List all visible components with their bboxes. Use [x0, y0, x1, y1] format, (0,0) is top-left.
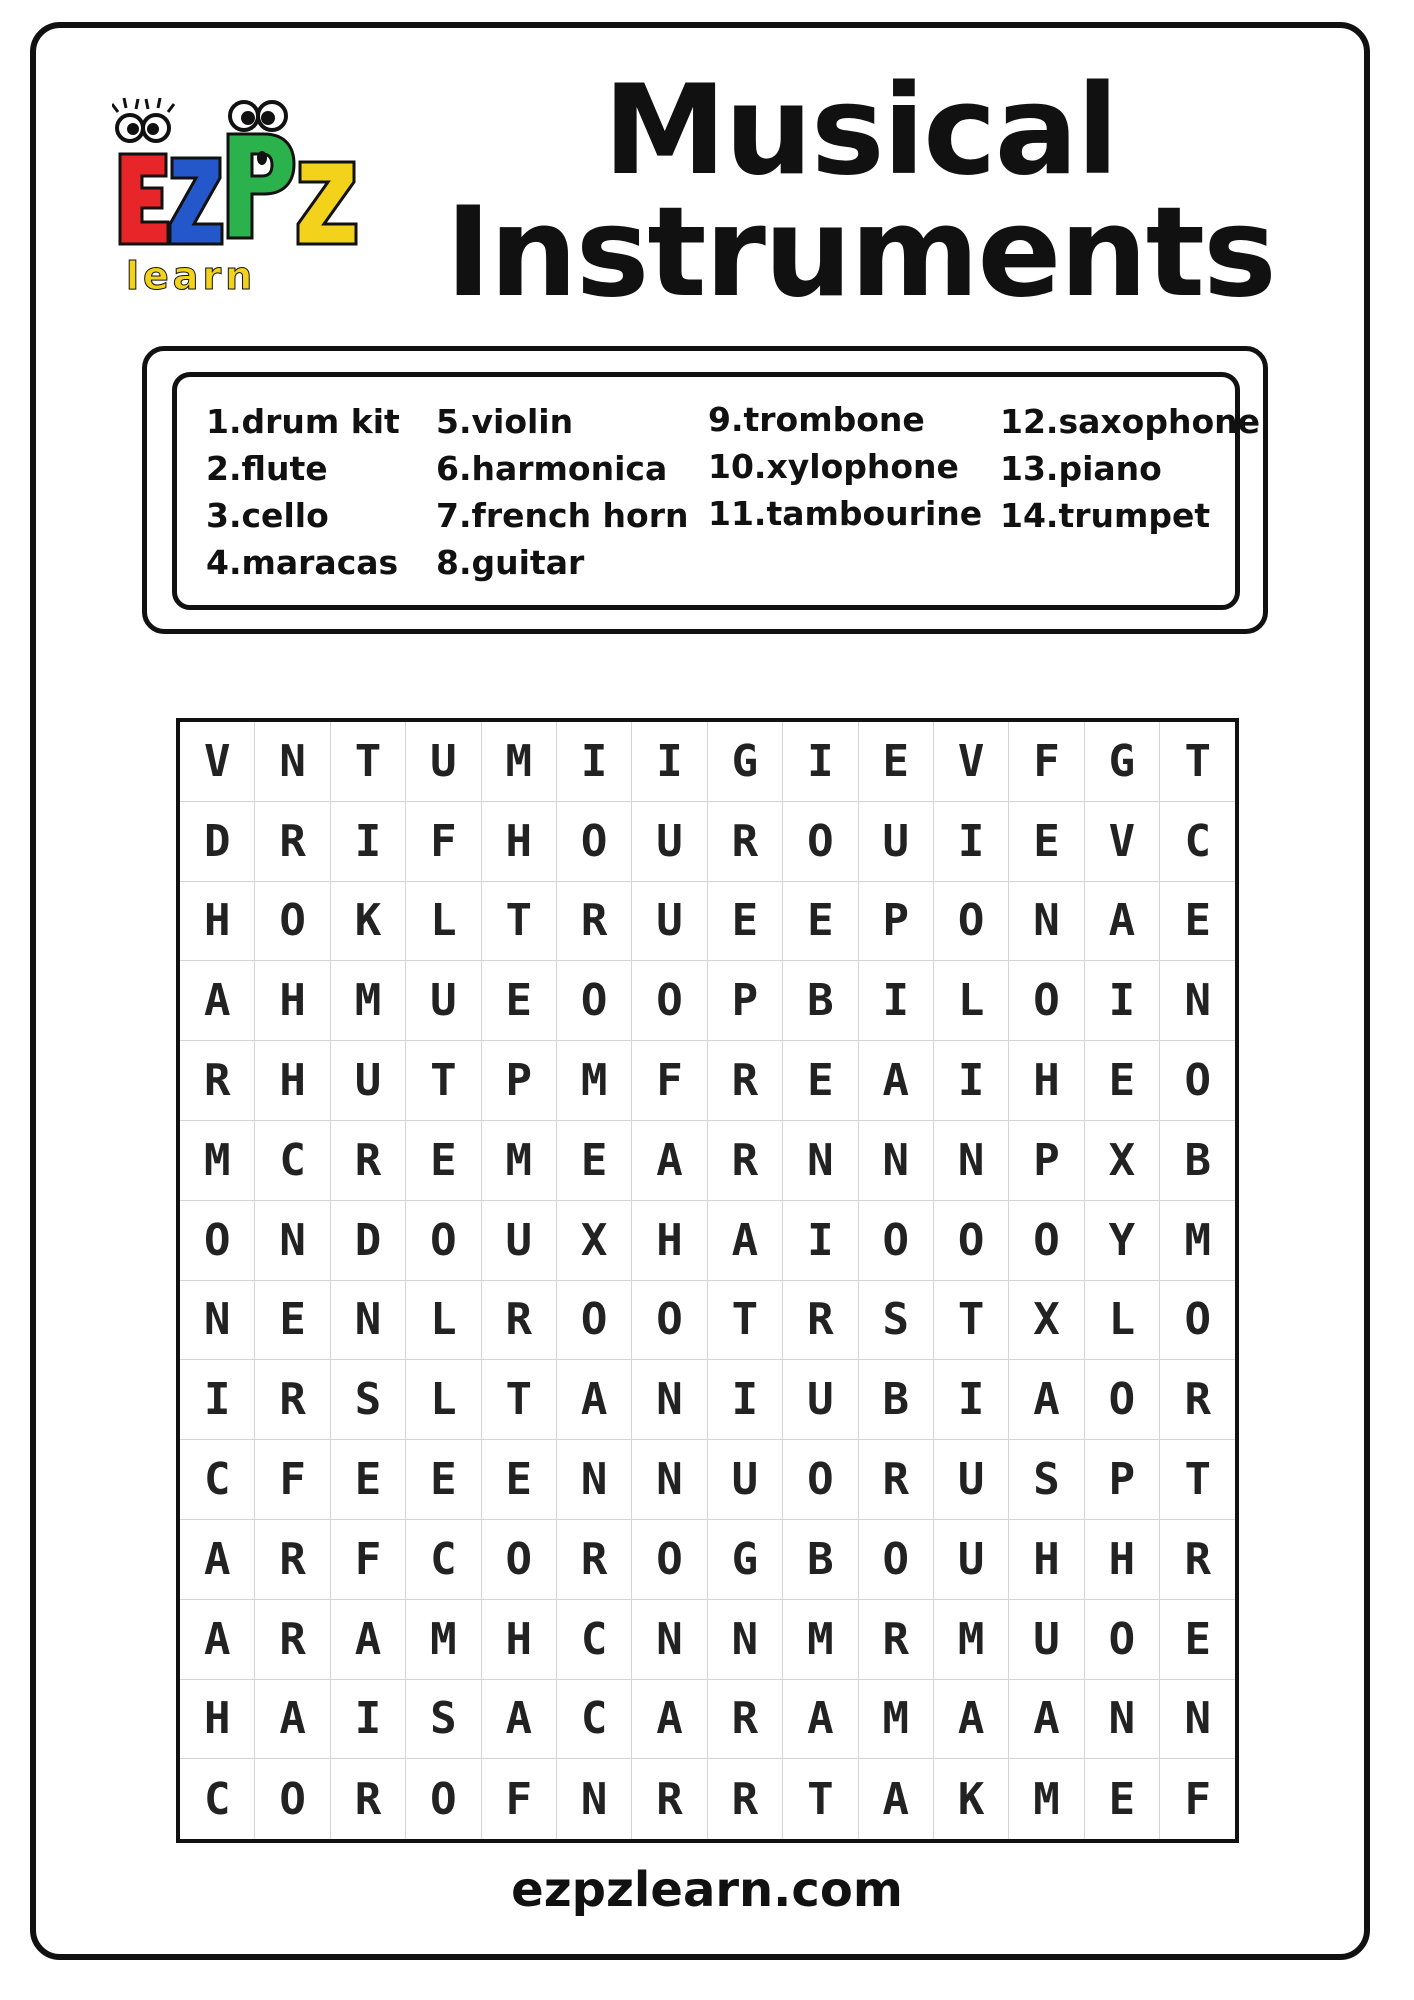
word-item: 12.saxophone [1000, 402, 1260, 441]
grid-cell[interactable]: R [331, 1121, 406, 1201]
grid-cell[interactable]: E [557, 1121, 632, 1201]
grid-cell[interactable]: A [255, 1680, 330, 1760]
grid-cell[interactable]: U [1009, 1600, 1084, 1680]
grid-cell[interactable]: A [180, 1520, 255, 1600]
grid-cell[interactable]: T [482, 882, 557, 962]
word-list-column-2 [436, 398, 688, 586]
grid-cell[interactable]: P [859, 882, 934, 962]
grid-cell[interactable]: O [1160, 1041, 1235, 1121]
grid-cell[interactable]: E [1160, 1600, 1235, 1680]
grid-cell[interactable]: U [934, 1440, 1009, 1520]
grid-cell[interactable]: V [934, 722, 1009, 802]
grid-cell[interactable]: B [859, 1360, 934, 1440]
grid-cell[interactable]: T [783, 1759, 858, 1839]
grid-cell[interactable]: X [557, 1201, 632, 1281]
grid-row [180, 961, 1235, 1041]
word-item: 4.maracas [206, 543, 399, 582]
grid-cell[interactable]: I [934, 1360, 1009, 1440]
grid-cell[interactable]: A [1009, 1360, 1084, 1440]
grid-cell[interactable]: R [708, 1680, 783, 1760]
grid-cell[interactable]: U [482, 1201, 557, 1281]
grid-cell[interactable]: G [708, 1520, 783, 1600]
grid-cell[interactable]: A [180, 961, 255, 1041]
grid-cell[interactable]: E [1085, 1759, 1160, 1839]
word-item: 8.guitar [436, 543, 585, 582]
title-line-2: Instruments [445, 181, 1275, 325]
grid-cell[interactable]: R [255, 1600, 330, 1680]
grid-cell[interactable]: O [632, 1520, 707, 1600]
grid-row [180, 1520, 1235, 1600]
logo-learn-text: learn [126, 254, 257, 296]
grid-cell[interactable]: U [406, 961, 481, 1041]
grid-cell[interactable]: A [1085, 882, 1160, 962]
grid-cell[interactable]: A [632, 1680, 707, 1760]
grid-cell[interactable]: R [557, 882, 632, 962]
grid-cell[interactable]: H [255, 1041, 330, 1121]
grid-cell[interactable]: H [1009, 1041, 1084, 1121]
grid-cell[interactable]: C [557, 1600, 632, 1680]
grid-cell[interactable]: N [255, 1201, 330, 1281]
grid-cell[interactable]: U [632, 882, 707, 962]
grid-cell[interactable]: T [482, 1360, 557, 1440]
grid-cell[interactable]: E [1085, 1041, 1160, 1121]
grid-cell[interactable]: I [1085, 961, 1160, 1041]
grid-cell[interactable]: O [406, 1759, 481, 1839]
grid-cell[interactable]: O [180, 1201, 255, 1281]
grid-cell[interactable]: M [1009, 1759, 1084, 1839]
grid-cell[interactable]: O [255, 882, 330, 962]
grid-cell[interactable]: T [406, 1041, 481, 1121]
grid-cell[interactable]: M [180, 1121, 255, 1201]
grid-cell[interactable]: A [859, 1041, 934, 1121]
grid-cell[interactable]: M [331, 961, 406, 1041]
grid-cell[interactable]: A [331, 1600, 406, 1680]
grid-cell[interactable]: O [859, 1520, 934, 1600]
grid-cell[interactable]: R [482, 1281, 557, 1361]
grid-row [180, 1121, 1235, 1201]
grid-cell[interactable]: E [482, 1440, 557, 1520]
grid-cell[interactable]: N [632, 1440, 707, 1520]
grid-cell[interactable]: D [180, 802, 255, 882]
grid-cell[interactable]: I [180, 1360, 255, 1440]
grid-cell[interactable]: O [1085, 1600, 1160, 1680]
grid-cell[interactable]: O [255, 1759, 330, 1839]
word-item: 2.flute [206, 449, 328, 488]
grid-cell[interactable]: E [708, 882, 783, 962]
grid-cell[interactable]: R [557, 1520, 632, 1600]
grid-cell[interactable]: M [482, 722, 557, 802]
grid-cell[interactable]: O [632, 961, 707, 1041]
grid-cell[interactable]: N [708, 1600, 783, 1680]
word-item: 9.trombone [708, 400, 925, 439]
grid-cell[interactable]: N [632, 1360, 707, 1440]
grid-cell[interactable]: C [180, 1759, 255, 1839]
grid-cell[interactable]: T [331, 722, 406, 802]
grid-cell[interactable]: A [859, 1759, 934, 1839]
grid-cell[interactable]: N [1009, 882, 1084, 962]
grid-cell[interactable]: O [1160, 1281, 1235, 1361]
grid-cell[interactable]: I [331, 1680, 406, 1760]
grid-cell[interactable]: O [783, 1440, 858, 1520]
word-search-grid [176, 718, 1239, 1843]
grid-row [180, 1041, 1235, 1121]
grid-cell[interactable]: B [783, 961, 858, 1041]
grid-cell[interactable]: N [1160, 1680, 1235, 1760]
grid-cell[interactable]: H [1009, 1520, 1084, 1600]
grid-cell[interactable]: E [859, 722, 934, 802]
grid-row [180, 1759, 1235, 1839]
grid-cell[interactable]: N [557, 1440, 632, 1520]
grid-cell[interactable]: R [632, 1759, 707, 1839]
grid-cell[interactable]: H [180, 1680, 255, 1760]
word-item: 5.violin [436, 402, 574, 441]
grid-cell[interactable]: E [783, 1041, 858, 1121]
grid-row [180, 1440, 1235, 1520]
grid-cell[interactable]: L [1085, 1281, 1160, 1361]
grid-cell[interactable]: O [1009, 961, 1084, 1041]
grid-cell[interactable]: G [1085, 722, 1160, 802]
grid-cell[interactable]: N [783, 1121, 858, 1201]
grid-row [180, 882, 1235, 962]
grid-row [180, 1680, 1235, 1760]
grid-row [180, 1600, 1235, 1680]
grid-row [180, 1201, 1235, 1281]
grid-cell[interactable]: M [934, 1600, 1009, 1680]
grid-cell[interactable]: C [1160, 802, 1235, 882]
word-item: 1.drum kit [206, 402, 400, 441]
grid-cell[interactable]: H [255, 961, 330, 1041]
grid-cell[interactable]: N [331, 1281, 406, 1361]
grid-cell[interactable]: F [406, 802, 481, 882]
grid-cell[interactable]: R [1160, 1360, 1235, 1440]
page-title [400, 59, 1320, 325]
grid-cell[interactable]: F [255, 1440, 330, 1520]
grid-cell[interactable]: U [331, 1041, 406, 1121]
grid-cell[interactable]: H [632, 1201, 707, 1281]
grid-cell[interactable]: O [934, 1201, 1009, 1281]
grid-cell[interactable]: R [331, 1759, 406, 1839]
grid-cell[interactable]: I [708, 1360, 783, 1440]
grid-cell[interactable]: R [255, 1360, 330, 1440]
grid-cell[interactable]: I [783, 1201, 858, 1281]
grid-cell[interactable]: U [783, 1360, 858, 1440]
grid-cell[interactable]: I [859, 961, 934, 1041]
grid-row [180, 722, 1235, 802]
grid-cell[interactable]: M [1160, 1201, 1235, 1281]
grid-cell[interactable]: E [406, 1121, 481, 1201]
grid-cell[interactable]: V [180, 722, 255, 802]
grid-cell[interactable]: S [331, 1360, 406, 1440]
footer-website: ezpzlearn.com [511, 1862, 903, 1918]
grid-cell[interactable]: P [708, 961, 783, 1041]
grid-cell[interactable]: S [859, 1281, 934, 1361]
grid-cell[interactable]: T [934, 1281, 1009, 1361]
grid-cell[interactable]: F [1184, 1773, 1212, 1825]
grid-row [180, 802, 1235, 882]
grid-cell[interactable]: N [859, 1121, 934, 1201]
word-list-column-4 [1000, 398, 1260, 539]
word-item: 3.cello [206, 496, 329, 535]
grid-cell[interactable]: O [859, 1201, 934, 1281]
grid-cell[interactable]: E [331, 1440, 406, 1520]
grid-cell[interactable]: H [180, 882, 255, 962]
title-line-1: Musical [603, 59, 1117, 203]
grid-cell[interactable]: L [406, 882, 481, 962]
grid-cell[interactable]: O [406, 1201, 481, 1281]
grid-cell[interactable]: I [783, 722, 858, 802]
grid-cell[interactable]: N [557, 1759, 632, 1839]
grid-cell[interactable]: A [934, 1680, 1009, 1760]
word-item: 7.french horn [436, 496, 689, 535]
grid-cell[interactable]: E [482, 961, 557, 1041]
grid-cell[interactable]: A [1009, 1680, 1084, 1760]
grid-cell[interactable]: O [632, 1281, 707, 1361]
grid-row [180, 1360, 1235, 1440]
grid-cell[interactable]: H [482, 802, 557, 882]
grid-cell[interactable]: M [783, 1600, 858, 1680]
grid-cell[interactable]: C [180, 1440, 255, 1520]
grid-cell[interactable]: A [557, 1360, 632, 1440]
grid-cell[interactable]: E [783, 882, 858, 962]
grid-cell[interactable]: A [632, 1121, 707, 1201]
grid-cell[interactable]: A [708, 1201, 783, 1281]
grid-cell[interactable]: K [934, 1759, 1009, 1839]
grid-cell[interactable]: A [180, 1600, 255, 1680]
grid-cell[interactable]: U [406, 722, 481, 802]
grid-cell[interactable]: I [632, 722, 707, 802]
grid-cell[interactable]: U [859, 802, 934, 882]
grid-cell[interactable]: M [482, 1121, 557, 1201]
grid-cell[interactable]: I [934, 802, 1009, 882]
grid-cell[interactable]: E [1160, 882, 1235, 962]
grid-cell[interactable]: B [783, 1520, 858, 1600]
grid-cell[interactable]: L [934, 961, 1009, 1041]
grid-cell[interactable]: O [557, 802, 632, 882]
grid-cell[interactable]: B [1160, 1121, 1235, 1201]
grid-cell[interactable]: U [934, 1520, 1009, 1600]
grid-cell[interactable]: R [708, 1041, 783, 1121]
grid-cell[interactable]: S [406, 1680, 481, 1760]
grid-cell[interactable]: R [859, 1600, 934, 1680]
grid-cell[interactable]: E [406, 1440, 481, 1520]
grid-cell[interactable]: K [331, 882, 406, 962]
grid-cell[interactable]: N [255, 722, 330, 802]
grid-cell[interactable]: C [557, 1680, 632, 1760]
grid-cell[interactable]: I [557, 722, 632, 802]
ezpz-learn-logo [112, 96, 372, 296]
grid-cell[interactable]: T [1160, 1440, 1235, 1520]
grid-cell[interactable]: X [1009, 1281, 1084, 1361]
grid-cell[interactable]: H [482, 1600, 557, 1680]
grid-cell[interactable]: R [859, 1440, 934, 1520]
grid-cell[interactable]: Y [1085, 1201, 1160, 1281]
grid-cell[interactable]: I [331, 802, 406, 882]
grid-cell[interactable]: E [1009, 802, 1084, 882]
word-list-column-3 [708, 396, 982, 537]
grid-row [180, 1281, 1235, 1361]
grid-cell[interactable]: C [255, 1121, 330, 1201]
grid-cell[interactable]: C [406, 1520, 481, 1600]
word-item: 11.tambourine [708, 494, 983, 533]
word-item: 13.piano [1000, 449, 1162, 488]
grid-cell[interactable]: O [1085, 1360, 1160, 1440]
word-item: 6.harmonica [436, 449, 668, 488]
grid-cell[interactable]: T [708, 1281, 783, 1361]
grid-cell[interactable]: O [934, 882, 1009, 962]
grid-cell[interactable]: N [1085, 1680, 1160, 1760]
grid-cell[interactable]: R [708, 802, 783, 882]
grid-cell[interactable]: R [1160, 1520, 1235, 1600]
grid-cell[interactable]: R [255, 802, 330, 882]
grid-cell[interactable]: T [1160, 722, 1235, 802]
grid-cell[interactable]: R [708, 1759, 783, 1839]
grid-cell[interactable]: U [632, 802, 707, 882]
grid-cell[interactable]: R [783, 1281, 858, 1361]
grid-cell[interactable]: F [482, 1759, 557, 1839]
grid-cell[interactable]: F [1009, 722, 1084, 802]
grid-cell[interactable]: P [1009, 1121, 1084, 1201]
grid-cell[interactable]: G [708, 722, 783, 802]
grid-cell[interactable]: N [632, 1600, 707, 1680]
grid-cell[interactable]: A [783, 1680, 858, 1760]
grid-cell[interactable]: V [1085, 802, 1160, 882]
grid-cell[interactable]: I [934, 1041, 1009, 1121]
grid-cell[interactable]: F [632, 1041, 707, 1121]
grid-cell[interactable]: O [482, 1520, 557, 1600]
grid-cell[interactable]: E [255, 1281, 330, 1361]
grid-cell[interactable]: N [934, 1121, 1009, 1201]
grid-cell[interactable]: M [406, 1600, 481, 1680]
grid-cell[interactable]: H [1085, 1520, 1160, 1600]
grid-cell[interactable]: N [180, 1281, 255, 1361]
grid-cell[interactable]: M [557, 1041, 632, 1121]
grid-cell[interactable]: O [1009, 1201, 1084, 1281]
grid-cell[interactable]: S [1009, 1440, 1084, 1520]
grid-cell[interactable]: O [557, 961, 632, 1041]
grid-cell[interactable]: X [1085, 1121, 1160, 1201]
grid-cell[interactable]: U [708, 1440, 783, 1520]
grid-cell[interactable]: L [406, 1360, 481, 1440]
grid-cell[interactable]: O [557, 1281, 632, 1361]
grid-cell[interactable]: R [708, 1121, 783, 1201]
word-list-column-1 [206, 398, 400, 586]
grid-cell[interactable]: R [255, 1520, 330, 1600]
grid-cell[interactable]: P [1085, 1440, 1160, 1520]
grid-cell[interactable]: N [1160, 961, 1235, 1041]
word-item: 14.trumpet [1000, 496, 1211, 535]
grid-cell[interactable]: P [482, 1041, 557, 1121]
word-item: 10.xylophone [708, 447, 959, 486]
grid-cell[interactable]: F [331, 1520, 406, 1600]
grid-cell[interactable]: M [859, 1680, 934, 1760]
grid-cell[interactable]: D [331, 1201, 406, 1281]
grid-cell[interactable]: L [406, 1281, 481, 1361]
grid-cell[interactable]: R [180, 1041, 255, 1121]
grid-cell[interactable]: O [783, 802, 858, 882]
grid-cell[interactable]: A [482, 1680, 557, 1760]
